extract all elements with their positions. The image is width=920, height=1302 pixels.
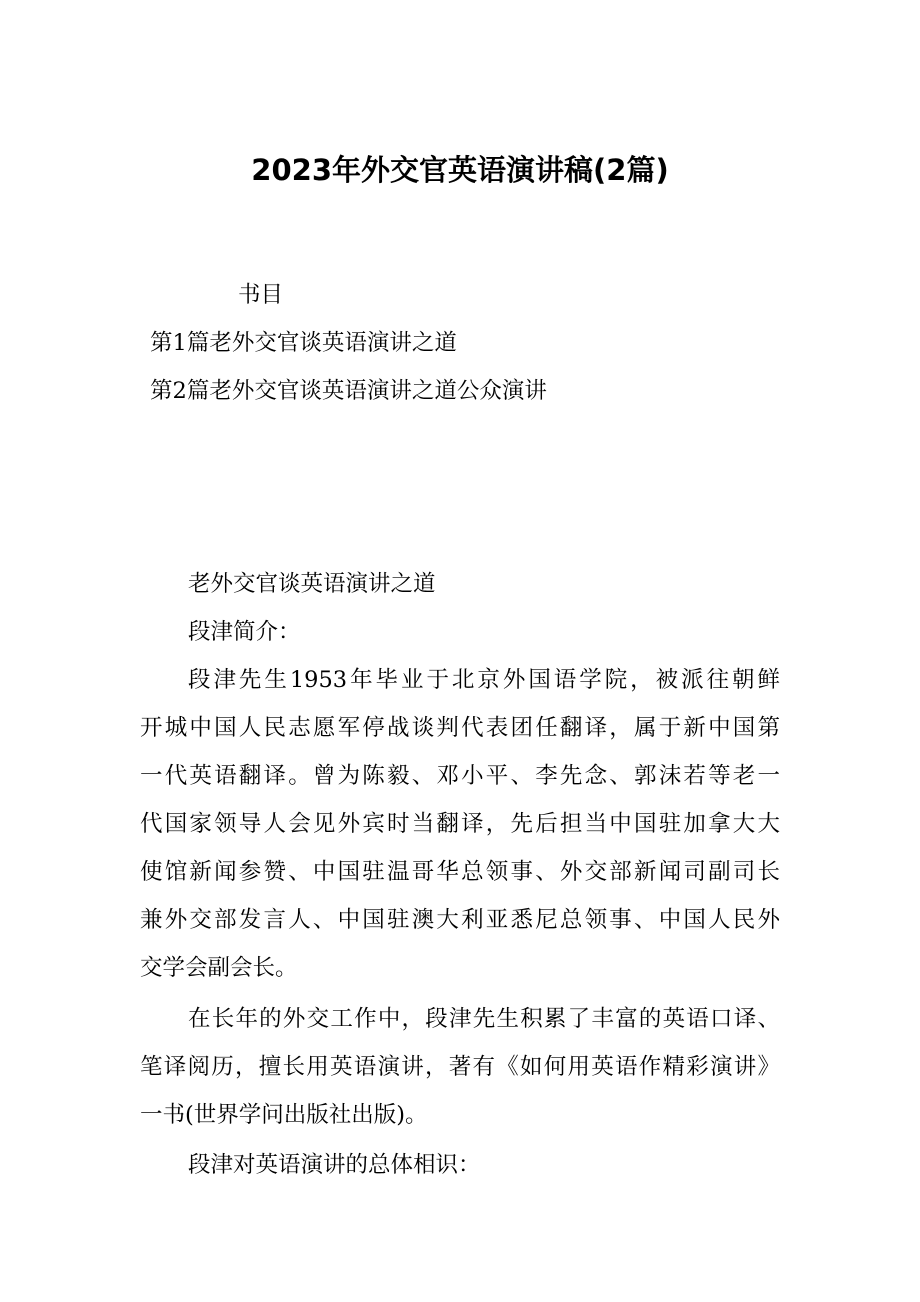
paragraph2-line: 一书(世界学问出版社出版)。 bbox=[140, 1102, 428, 1128]
paragraph1-line: 段津先生1953年毕业于北京外国语学院，被派往朝鲜 bbox=[188, 667, 780, 693]
paragraph1-line: 开城中国人民志愿军停战谈判代表团任翻译，属于新中国第 bbox=[140, 715, 780, 741]
section-heading: 老外交官谈英语演讲之道 bbox=[188, 571, 436, 597]
paragraph2-line: 笔译阅历，擅长用英语演讲，著有《如何用英语作精彩演讲》 bbox=[140, 1054, 780, 1080]
intro-label: 段津简介： bbox=[188, 619, 301, 645]
paragraph1-line: 兼外交部发言人、中国驻澳大利亚悉尼总领事、中国人民外 bbox=[140, 907, 780, 933]
document-title: 2023年外交官英语演讲稿(2篇) bbox=[251, 153, 669, 187]
paragraph1-line: 使馆新闻参赞、中国驻温哥华总领事、外交部新闻司副司长 bbox=[140, 859, 780, 885]
paragraph1-line: 交学会副会长。 bbox=[140, 955, 298, 981]
paragraph2-line: 在长年的外交工作中，段津先生积累了丰富的英语口译、 bbox=[188, 1006, 780, 1032]
toc-item-1: 第1篇老外交官谈英语演讲之道 bbox=[150, 330, 457, 356]
toc-heading: 书目 bbox=[238, 282, 284, 308]
paragraph1-line: 一代英语翻译。曾为陈毅、邓小平、李先念、郭沫若等老一 bbox=[140, 763, 780, 789]
closing-line: 段津对英语演讲的总体相识： bbox=[188, 1152, 481, 1178]
paragraph1-line: 代国家领导人会见外宾时当翻译，先后担当中国驻加拿大大 bbox=[140, 811, 780, 837]
toc-item-2: 第2篇老外交官谈英语演讲之道公众演讲 bbox=[150, 378, 547, 404]
